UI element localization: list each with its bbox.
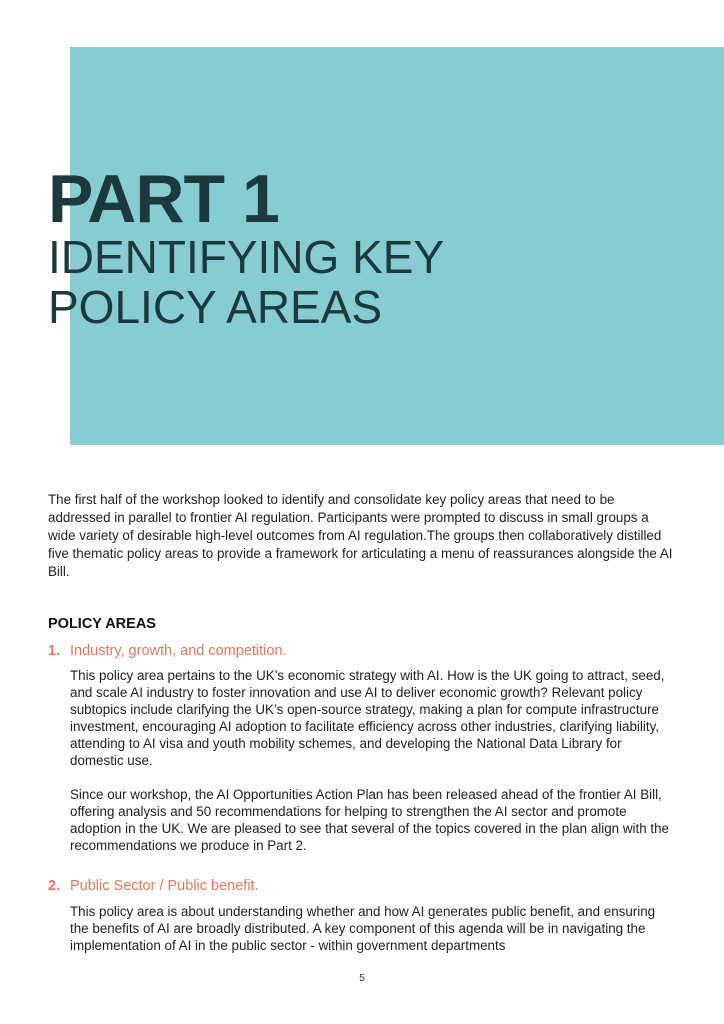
subtitle-line-2: POLICY AREAS (48, 281, 383, 333)
page-number: 5 (359, 973, 365, 984)
policy-item-title (48, 877, 259, 895)
policy-item-number: 1. (48, 643, 61, 659)
part-subtitle (48, 232, 648, 332)
policy-item-paragraph: This policy area pertains to the UK’s economic strategy with AI. How is the UK going to attract, seed, and scale AI industry to foster innovation and use AI to deliver economic growth? Relevant policy subtopics include clarifying the UK’s open-source strategy, making a plan for compute infrastructure investment, encouraging AI adoption to facilitate efficiency across other industries, clarifying liability, attending to AI visa and youth mobility schemes, and developing the National Data Library for domestic use. (70, 668, 665, 768)
policy-item-paragraph: Since our workshop, the AI Opportunities Action Plan has been released ahead of the frontier AI Bill, offering analysis and 50 recommendations for helping to strengthen the AI sector and promote adoption in the UK. We are pleased to see that several of the topics covered in the plan align with the recommendations we produce in Part 2. (70, 787, 669, 853)
policy-item-paragraph: This policy area is about understanding whether and how AI generates public benefit, and ensuring the benefits of AI are broadly distributed. A key component of this agenda will be in navigating the implementation of AI in the public sector - within government departments (70, 904, 656, 953)
policy-item-title (48, 642, 287, 660)
section-heading: POLICY AREAS (48, 616, 156, 632)
intro-paragraph: The first half of the workshop looked to identify and consolidate key policy areas that need to be addressed in parallel to frontier AI regulation. Participants were prompted to discuss in small groups a wide variety of desirable high-level outcomes from AI regulation.The groups then collaboratively distilled five thematic policy areas to provide a framework for articulating a menu of reassurances alongside the AI Bill. (48, 492, 673, 579)
part-heading: PART 1 (48, 161, 279, 237)
policy-item-title-text: Industry, growth, and competition. (70, 643, 287, 659)
subtitle-line-1: IDENTIFYING KEY (48, 231, 445, 283)
policy-item-title-text: Public Sector / Public benefit. (70, 878, 259, 894)
policy-item-number: 2. (48, 878, 61, 894)
